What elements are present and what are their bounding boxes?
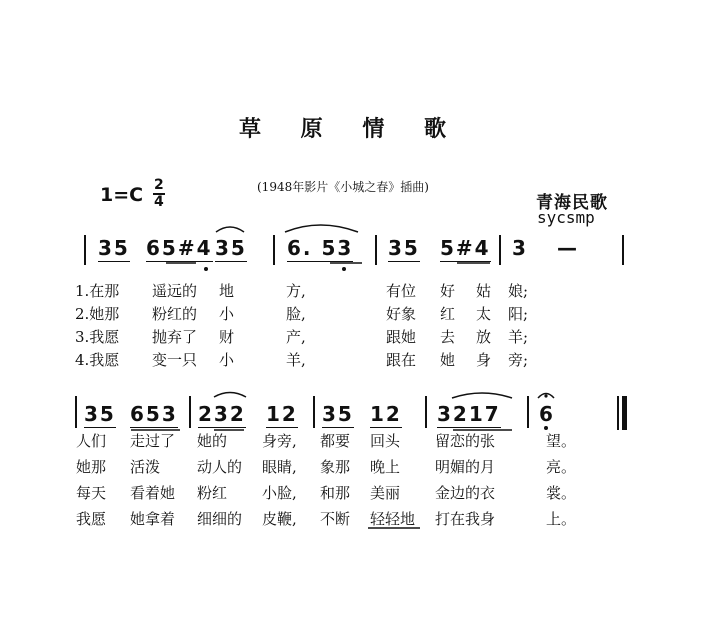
- time-signature-top: 2: [154, 177, 164, 193]
- lyric-syllable: 人们: [76, 432, 107, 450]
- lyric-syllable: 眼睛,: [262, 458, 297, 476]
- lyric-syllable: 金边的衣: [435, 484, 496, 502]
- lyric-syllable: 她的: [197, 432, 228, 450]
- lyric-syllable: 去: [440, 328, 456, 346]
- lyric-syllable: 上。: [546, 510, 577, 528]
- lyric-syllable: 娘;: [508, 282, 529, 300]
- lyric-syllable: 1.在那: [75, 282, 120, 300]
- lyric-syllable: 产,: [286, 328, 306, 346]
- sustain-dash: —: [557, 236, 579, 260]
- lyric-syllable: 身旁,: [262, 432, 297, 450]
- time-signature-bottom: 4: [154, 194, 164, 210]
- note-group: 35: [215, 236, 247, 260]
- lyric-syllable: 羊,: [286, 351, 306, 369]
- lyric-syllable: 地: [219, 282, 235, 300]
- lyric-syllable: 小脸,: [262, 484, 297, 502]
- note-group: 35: [84, 402, 116, 426]
- lyric-syllable: 4.我愿: [75, 351, 120, 369]
- lyric-syllable: 跟她: [386, 328, 417, 346]
- lyric-syllable: 美丽: [370, 484, 401, 502]
- lyric-syllable: 走过了: [130, 432, 176, 450]
- lyric-syllable: 2.她那: [75, 305, 120, 323]
- lyric-syllable: 好: [440, 282, 456, 300]
- lyric-syllable: 粉红: [197, 484, 228, 502]
- song-origin: 青海民歌: [536, 193, 608, 213]
- watermark: sycsmp: [537, 208, 595, 227]
- lyric-syllable: 留恋的张: [435, 432, 496, 450]
- note-group: 5#4: [440, 236, 491, 260]
- lyric-syllable: 跟在: [386, 351, 417, 369]
- lyric-syllable: 财: [219, 328, 235, 346]
- octave-dot: [544, 426, 548, 430]
- fermata-dot: [544, 394, 547, 397]
- lyric-syllable: 她那: [76, 458, 107, 476]
- lyric-syllable: 动人的: [197, 458, 243, 476]
- lyric-syllable: 遥远的: [152, 282, 198, 300]
- lyric-syllable: 轻轻地: [370, 510, 416, 528]
- lyric-syllable: 不断: [320, 510, 351, 528]
- lyric-syllable: 晚上: [370, 458, 401, 476]
- lyric-syllable: 红: [440, 305, 456, 323]
- lyric-syllable: 她拿着: [130, 510, 176, 528]
- note-group: 6: [539, 402, 555, 426]
- lyric-syllable: 放: [476, 328, 492, 346]
- lyric-syllable: 好象: [386, 305, 417, 323]
- lyric-syllable: 我愿: [76, 510, 107, 528]
- lyric-syllable: 打在我身: [435, 510, 496, 528]
- lyric-syllable: 3.我愿: [75, 328, 120, 346]
- lyric-syllable: 裳。: [546, 484, 577, 502]
- lyric-syllable: 小: [219, 351, 235, 369]
- note-group: 65#4: [146, 236, 213, 260]
- note-group: 35: [388, 236, 420, 260]
- lyric-syllable: 变一只: [152, 351, 198, 369]
- lyric-syllable: 太: [476, 305, 492, 323]
- note-group: 12: [266, 402, 298, 426]
- lyric-syllable: 姑: [476, 282, 492, 300]
- lyric-syllable: 小: [219, 305, 235, 323]
- lyric-syllable: 亮。: [546, 458, 577, 476]
- slur: [452, 393, 512, 398]
- note-group: 12: [370, 402, 402, 426]
- lyric-syllable: 她: [440, 351, 456, 369]
- note-group: 232: [198, 402, 246, 426]
- lyric-syllable: 都要: [320, 432, 351, 450]
- lyric-syllable: 抛弃了: [152, 328, 198, 346]
- lyric-syllable: 羊;: [508, 328, 529, 346]
- lyric-syllable: 看着她: [130, 484, 176, 502]
- lyric-syllable: 细细的: [197, 510, 243, 528]
- lyric-syllable: 每天: [76, 484, 107, 502]
- octave-dot: [204, 267, 208, 271]
- lyric-syllable: 象那: [320, 458, 351, 476]
- lyric-syllable: 望。: [546, 432, 577, 450]
- lyric-syllable: 方,: [286, 282, 306, 300]
- lyric-syllable: 回头: [370, 432, 401, 450]
- note-group: 6. 53: [287, 236, 354, 260]
- lyric-syllable: 粉红的: [152, 305, 198, 323]
- slur: [216, 227, 244, 232]
- lyric-syllable: 有位: [386, 282, 417, 300]
- octave-dot: [342, 267, 346, 271]
- lyric-syllable: 身: [476, 351, 492, 369]
- lyric-syllable: 脸,: [286, 305, 306, 323]
- lyric-syllable: 皮鞭,: [262, 510, 297, 528]
- slur: [285, 225, 358, 232]
- lyric-syllable: 明媚的月: [435, 458, 496, 476]
- lyric-syllable: 旁;: [508, 351, 529, 369]
- key-signature: 1=C: [100, 184, 144, 206]
- subtitle: (1948年影片《小城之春》插曲): [257, 180, 429, 194]
- note-group: 35: [98, 236, 130, 260]
- note-group: 3217: [437, 402, 501, 426]
- lyric-syllable: 和那: [320, 484, 351, 502]
- lyric-syllable: 活泼: [130, 458, 161, 476]
- note-group: 653: [130, 402, 178, 426]
- slur: [214, 393, 246, 398]
- lyric-syllable: 阳;: [508, 305, 529, 323]
- song-title: 草 原 情 歌: [239, 116, 462, 142]
- note-group: 35: [322, 402, 354, 426]
- note-group: 3: [512, 236, 528, 260]
